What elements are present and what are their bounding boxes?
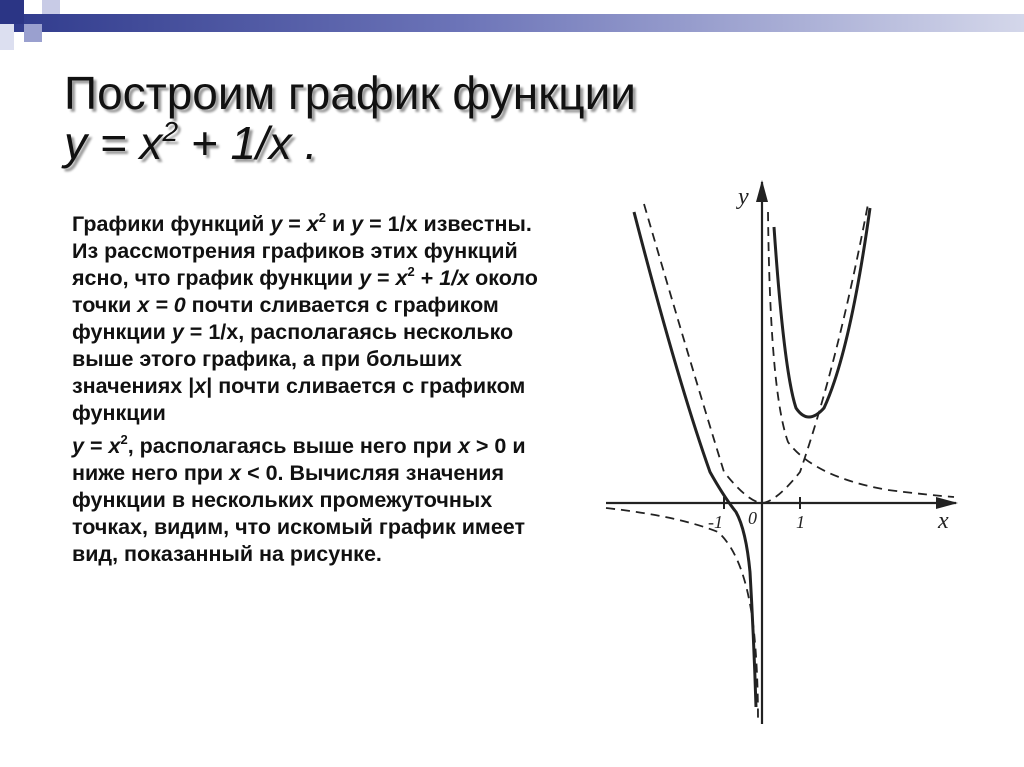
y-axis-arrow <box>756 180 768 202</box>
text-run: y <box>72 434 84 458</box>
text-run: и <box>326 212 352 236</box>
text-run: | почти сливается с графиком функции <box>72 374 526 425</box>
paragraph-1 <box>72 211 552 427</box>
text-run: > 0 и ниже него при <box>72 434 526 485</box>
function-graph <box>598 172 968 732</box>
text-run: около точки <box>72 266 538 317</box>
tick-label-neg1: -1 <box>708 512 723 532</box>
text-run: y <box>351 212 364 236</box>
text-run: y <box>359 266 372 290</box>
x-axis-label: x <box>938 508 949 534</box>
hyperbola-dashed-left <box>606 508 758 720</box>
text-run: = 1/x известны. Из рассмотрения графиков этих функций ясно, что график функции <box>72 212 532 290</box>
title-line: Построим график функции <box>64 67 636 119</box>
function-curve-right <box>774 208 870 417</box>
text-run: = <box>83 434 109 458</box>
decor-square <box>24 24 42 42</box>
text-run: 2 <box>318 210 326 225</box>
hyperbola-dashed-right <box>768 212 954 497</box>
y-axis-label: y <box>738 184 749 210</box>
title-formula <box>64 118 824 168</box>
text-run: 1/x <box>439 266 470 290</box>
formula-exponent: 2 <box>162 116 179 147</box>
text-run: y <box>270 212 283 236</box>
text-run: x <box>194 374 207 398</box>
text-run: 2 <box>407 264 415 279</box>
text-run: x <box>108 434 121 458</box>
tick-label-1: 1 <box>796 512 805 532</box>
decor-square <box>42 0 60 14</box>
text-run: y <box>171 320 184 344</box>
text-run: = 1/x, располагаясь несколько выше этого графика, а при больших значениях | <box>72 320 514 398</box>
text-run: Графики функций <box>72 212 271 236</box>
header-band <box>0 14 1024 32</box>
explanation-text <box>72 211 552 568</box>
formula-rest: + 1/x . <box>178 117 318 169</box>
text-run: = <box>371 266 396 290</box>
text-run: x <box>229 461 242 485</box>
decor-square <box>0 24 14 50</box>
text-run: x <box>457 434 470 458</box>
text-run: x <box>395 266 408 290</box>
text-run: почти сливается с графиком функции <box>72 293 499 344</box>
text-run: , располагаясь выше него при <box>127 434 458 458</box>
text-run: 2 <box>120 432 128 447</box>
text-run: = <box>282 212 307 236</box>
text-run: x = 0 <box>137 293 186 317</box>
origin-label: 0 <box>748 508 757 528</box>
formula-base: y = x <box>64 117 163 169</box>
slide-title <box>64 68 824 168</box>
parabola-dashed <box>644 204 868 503</box>
decor-square <box>0 0 24 24</box>
function-curve-left <box>634 212 756 707</box>
text-run: x <box>306 212 319 236</box>
paragraph-2 <box>72 433 552 568</box>
text-run: + <box>414 266 440 290</box>
text-run: < 0. Вычисляя значения функции в нескольких промежуточных точках, видим, что искомый график имеет вид, показанный на рисунке. <box>72 461 525 566</box>
